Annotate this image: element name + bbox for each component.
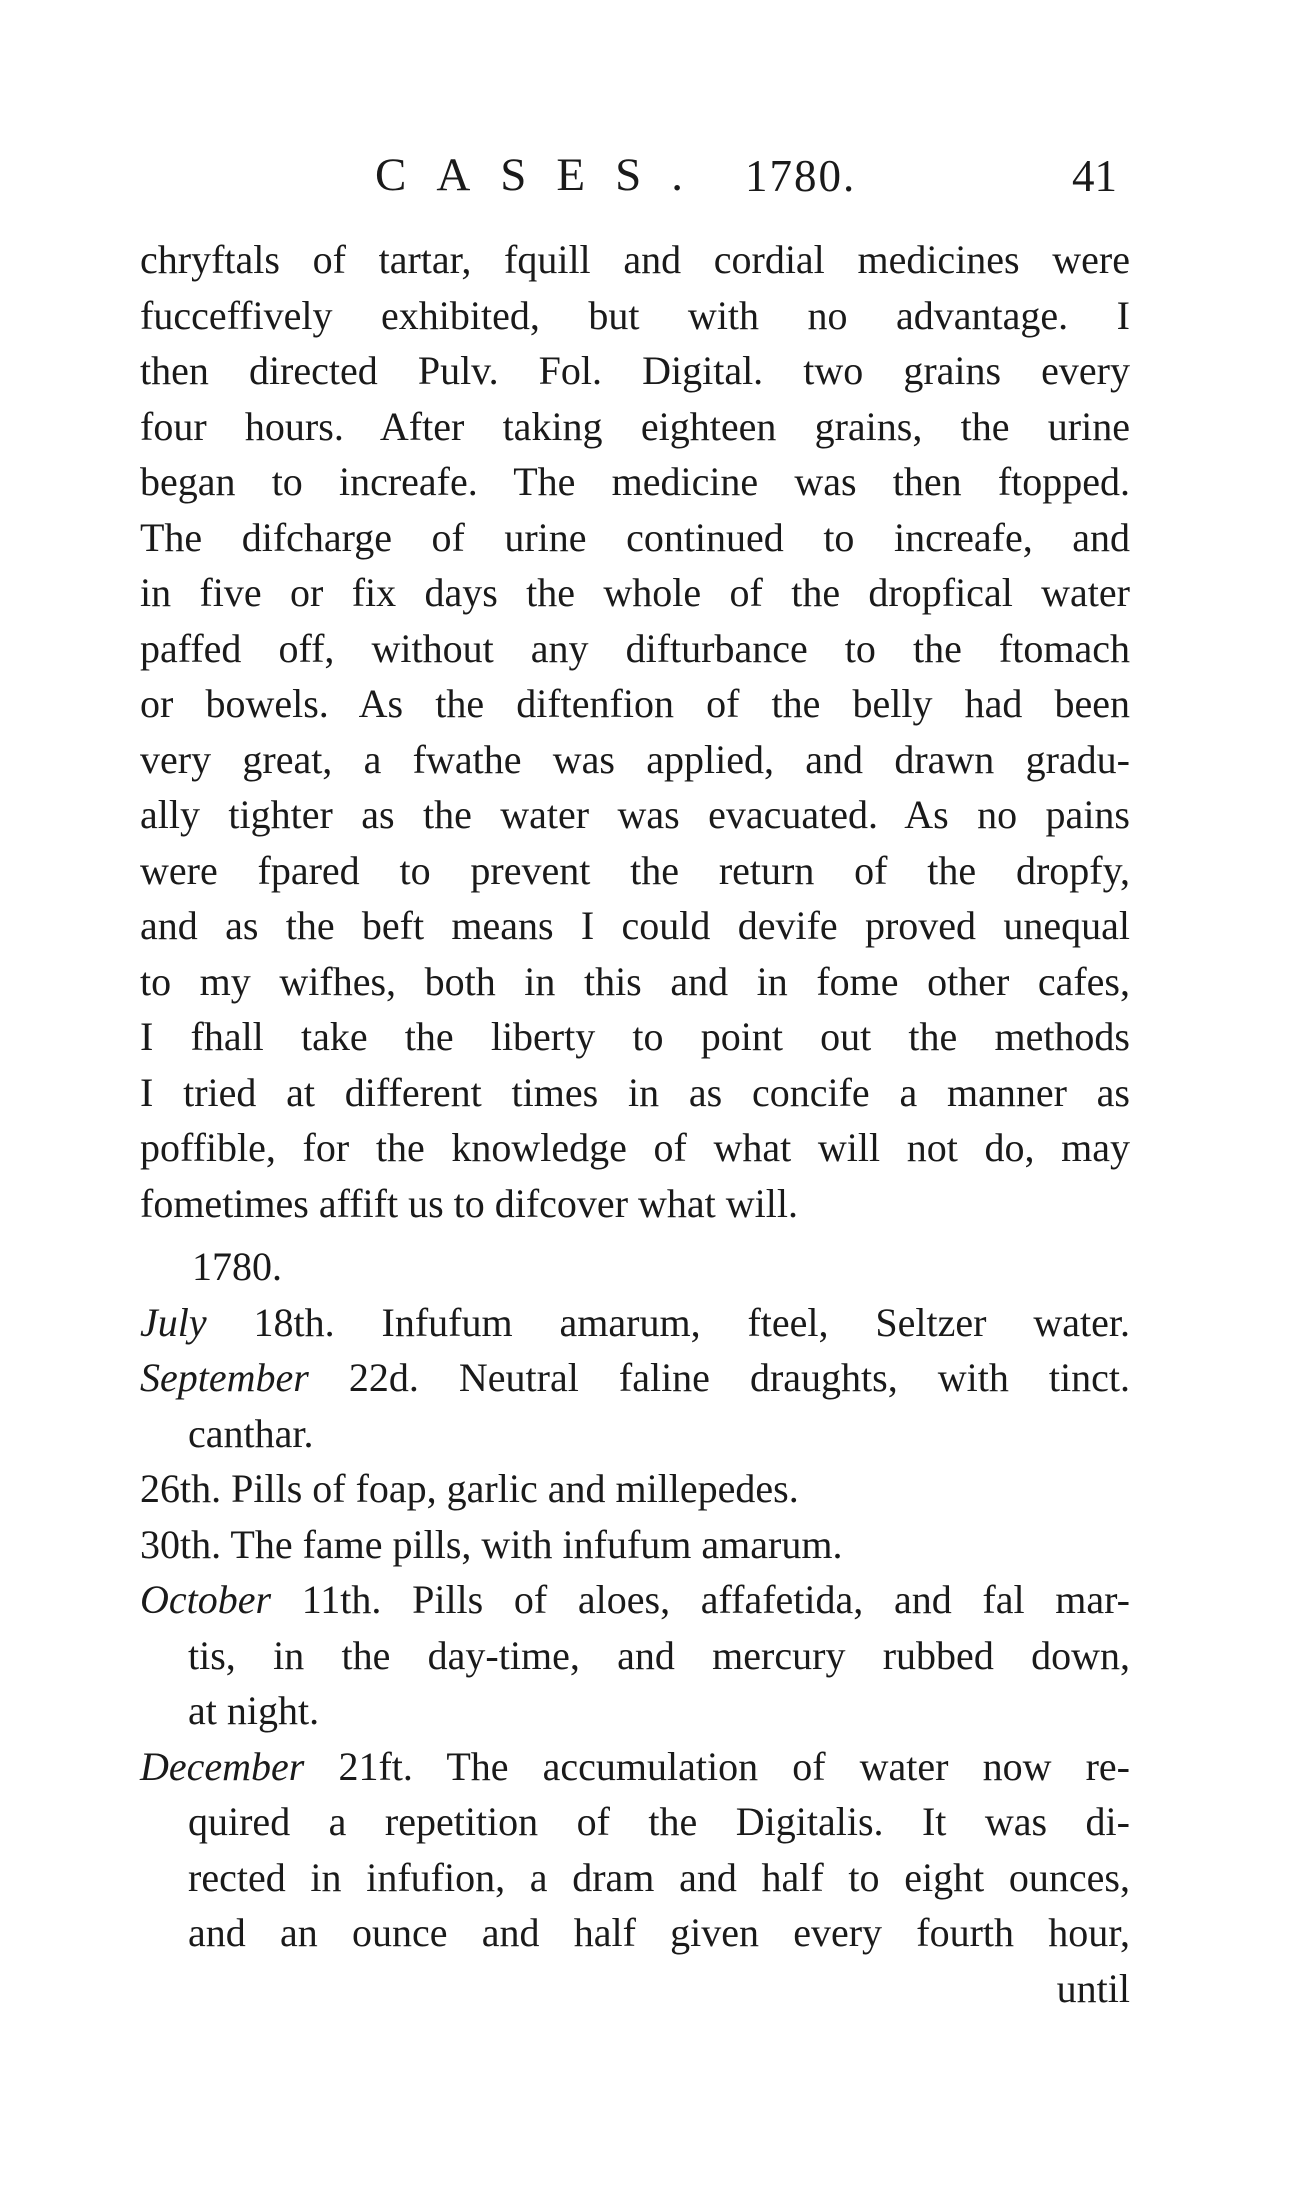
entry-continuation: and an ounce and half given every fourth hour, bbox=[188, 1910, 1130, 1955]
entry-text: 22d. Neutral faline draughts, with tinct. bbox=[348, 1355, 1131, 1400]
paragraph bbox=[140, 232, 1130, 1231]
paragraph-line: ally tighter as the water was evacuated. As no pains bbox=[140, 792, 1130, 837]
entry-continuation: rected in infufion, a dram and half to eight ounces, bbox=[188, 1854, 1130, 1900]
entry-month: October bbox=[140, 1577, 272, 1622]
paragraph-line: I tried at different times in as concife a manner as bbox=[140, 1069, 1130, 1115]
paragraph-line: paffed off, without any difturbance to the ftomach bbox=[140, 625, 1130, 671]
entry-continuation: at night. bbox=[188, 1688, 320, 1733]
entry-continuation: canthar. bbox=[188, 1410, 314, 1456]
paragraph-line: then directed Pulv. Fol. Digital. two grains every bbox=[140, 348, 1130, 393]
year-heading: 1780. bbox=[192, 1244, 282, 1289]
paragraph-line: or bowels. As the diftenfion of the belly had been bbox=[140, 681, 1130, 726]
entry-text: 11th. Pills of aloes, affafetida, and fal mar- bbox=[301, 1577, 1130, 1622]
paragraph-line: and as the beft means I could devife proved unequal bbox=[140, 903, 1130, 948]
paragraph-line: four hours. After taking eighteen grains, the urine bbox=[140, 403, 1130, 449]
entry-july bbox=[140, 1295, 1130, 1351]
running-title: CASES. bbox=[375, 149, 714, 201]
entry-26th bbox=[140, 1461, 1130, 1517]
entry-october bbox=[140, 1572, 1130, 1739]
paragraph-line: chryftals of tartar, fquill and cordial medicines were bbox=[140, 237, 1130, 282]
entry-text: 30th. The fame pills, with infufum amarum. bbox=[140, 1521, 843, 1567]
paragraph-line: I fhall take the liberty to point out the methods bbox=[140, 1014, 1130, 1059]
paragraph-line: The difcharge of urine continued to increafe, and bbox=[140, 514, 1130, 560]
paragraph-line: began to increafe. The medicine was then ftopped. bbox=[140, 459, 1130, 504]
entry-text: 18th. Infufum amarum, fteel, Seltzer water. bbox=[253, 1299, 1130, 1345]
running-year: 1780. bbox=[745, 151, 857, 201]
paragraph-line: fucceffively exhibited, but with no advantage. I bbox=[140, 292, 1130, 338]
paragraph-line: very great, a fwathe was applied, and drawn gradu- bbox=[140, 736, 1130, 782]
paragraph-line: to my wifhes, both in this and in fome other cafes, bbox=[140, 958, 1130, 1004]
paragraph-line: fometimes affift us to difcover what will. bbox=[140, 1180, 798, 1226]
entry-text: 26th. Pills of foap, garlic and millepedes. bbox=[140, 1466, 799, 1511]
paragraph-line: poffible, for the knowledge of what will not do, may bbox=[140, 1125, 1130, 1170]
paragraph-line: in five or fix days the whole of the dropfical water bbox=[140, 570, 1130, 615]
entry-text: 21ft. The accumulation of water now re- bbox=[338, 1743, 1131, 1789]
page-body bbox=[140, 232, 1130, 2016]
entry-month: September bbox=[140, 1355, 309, 1400]
entry-continuation: quired a repetition of the Digitalis. It was di- bbox=[188, 1799, 1130, 1844]
page-number: 41 bbox=[1072, 151, 1117, 201]
entry-30th bbox=[140, 1517, 1130, 1573]
catchword: until bbox=[1056, 1965, 1130, 2011]
paragraph-line: were fpared to prevent the return of the dropfy, bbox=[140, 847, 1130, 893]
entry-continuation: tis, in the day-time, and mercury rubbed down, bbox=[188, 1632, 1130, 1678]
running-header bbox=[0, 148, 1296, 208]
entry-september bbox=[140, 1350, 1130, 1461]
entry-december bbox=[140, 1739, 1130, 1961]
entry-month: December bbox=[140, 1743, 305, 1789]
entry-month: July bbox=[140, 1299, 207, 1345]
